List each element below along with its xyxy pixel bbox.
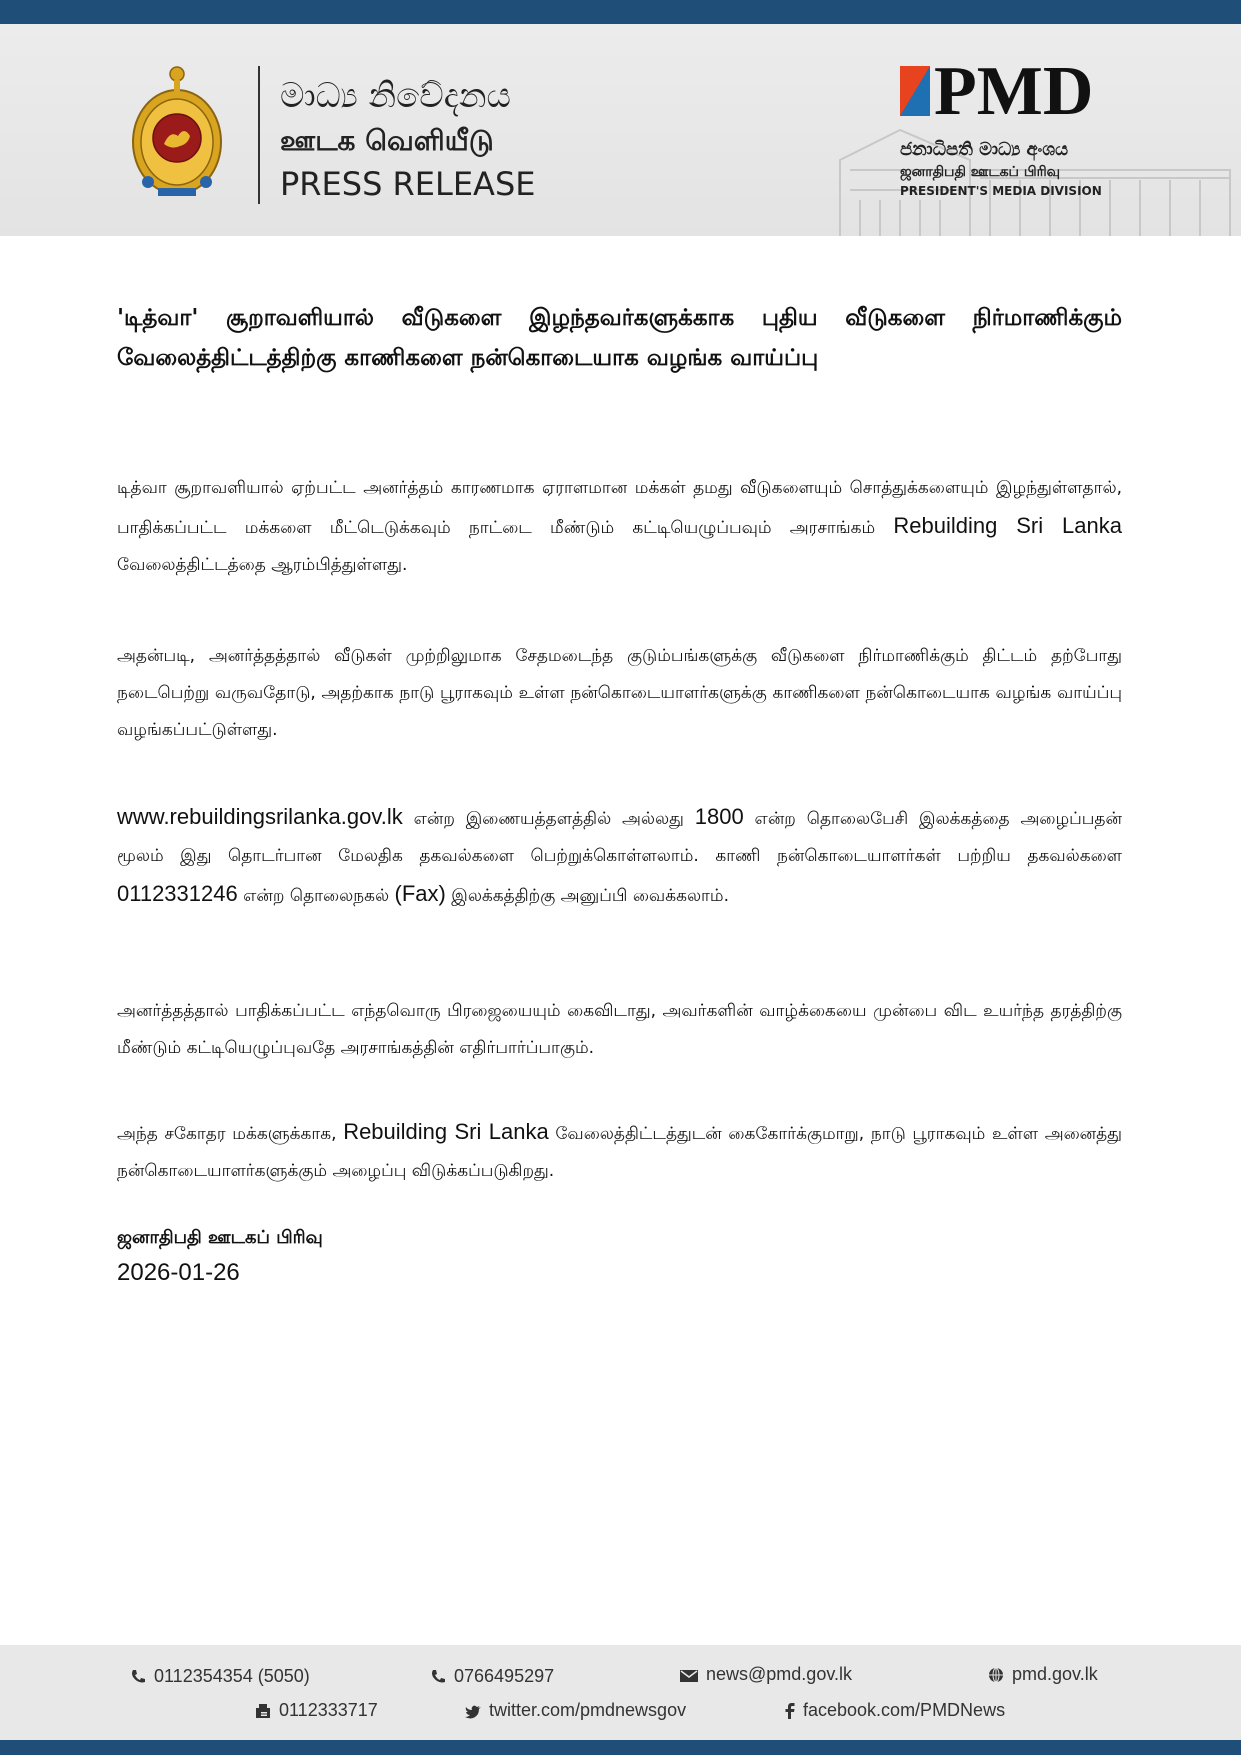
pmd-logo-text: PMD [934, 53, 1094, 130]
p5-text: அந்த சகோதர மக்களுக்காக, [117, 1124, 344, 1144]
p3-text-3: என்ற தொலைநகல் [237, 886, 395, 906]
p1-text-end: வேலைத்திட்டத்தை ஆரம்பித்துள்ளது. [117, 555, 408, 575]
footer-twitter-text: twitter.com/pmdnewsgov [489, 1700, 687, 1720]
phone-icon [430, 1669, 446, 1685]
masthead-sinhala: මාධ්‍ය නිවේදනය [280, 76, 511, 116]
pmd-english: PRESIDENT'S MEDIA DIVISION [900, 184, 1102, 198]
footer-facebook[interactable] [785, 1700, 1005, 1721]
footer-band [0, 1645, 1241, 1740]
top-accent-bar [0, 0, 1241, 24]
signature: ஜனாதிபதி ஊடகப் பிரிவு [117, 1227, 323, 1248]
pmd-logo [900, 53, 1110, 130]
masthead [280, 72, 580, 206]
pmd-tamil: ஜனாதிபதி ஊடகப் பிரிவு [900, 164, 1061, 180]
fax-icon [255, 1703, 271, 1719]
header-divider [258, 66, 260, 204]
footer-email-text: news@pmd.gov.lk [706, 1664, 852, 1684]
pmd-mark-icon [900, 66, 930, 116]
release-date: 2026-01-26 [117, 1259, 240, 1286]
p5-program-name: Rebuilding Sri Lanka [343, 1119, 549, 1144]
fax-label: (Fax) [394, 881, 446, 906]
masthead-tamil: ஊடக வெளியீடு [280, 124, 494, 157]
p1-text: டித்வா சூறாவளியால் ஏற்பட்ட அனர்த்தம் காரணமாக ஏராளமான மக்கள் தமது வீடுகளையும் சொத்துக்களையும் இழந்துள்ளதால், பாதிக்கப்பட்ட மக்களை மீட்டெடுக்கவும் நாட்டை மீண்டும் கட்டியெழுப்பவும் அரசாங்கம் [117, 478, 1122, 538]
bottom-accent-bar [0, 1740, 1241, 1755]
masthead-english: PRESS RELEASE [280, 165, 536, 203]
footer-facebook-text: facebook.com/PMDNews [803, 1700, 1006, 1720]
p3-text: என்ற இணையத்தளத்தில் அல்லது [402, 809, 695, 829]
footer-phone-2-text: 0766495297 [454, 1666, 555, 1686]
mail-icon [680, 1669, 698, 1683]
sri-lanka-emblem-icon [128, 64, 226, 202]
twitter-icon [465, 1705, 481, 1719]
p3-text-4: இலக்கத்திற்கு அனுப்பி வைக்கலாம். [445, 886, 730, 906]
website-link[interactable]: www.rebuildingsrilanka.gov.lk [117, 804, 403, 829]
article-title: 'டித்வா' சூறாவளியால் வீடுகளை இழந்தவர்களுக்காக புதிய வீடுகளை நிர்மாணிக்கும் வேலைத்திட்டத்திற்கு காணிகளை நன்கொடையாக வழங்க வாய்ப்பு [117, 305, 1122, 371]
paragraph-4: அனர்த்தத்தால் பாதிக்கப்பட்ட எந்தவொரு பிரஜையையும் கைவிடாது, அவர்களின் வாழ்க்கையை முன்பை விட உயர்ந்த தரத்திற்கு மீண்டும் கட்டியெழுப்புவதே அரசாங்கத்தின் எதிர்பார்ப்பாகும். [117, 1001, 1122, 1058]
pmd-subtitle [900, 138, 1102, 200]
paragraph-2: அதன்படி, அனர்த்தத்தால் வீடுகள் முற்றிலுமாக சேதமடைந்த குடும்பங்களுக்கு வீடுகளை நிர்மாணிக்கும் திட்டம் தற்போது நடைபெற்று வருவதோடு, அதற்காக நாடு பூராகவும் உள்ள நன்கொடையாளர்களுக்கு காணிகளை நன்கொடையாக வழங்க வாய்ப்பு வழங்கப்பட்டுள்ளது. [117, 646, 1122, 740]
footer-phone-2[interactable] [430, 1666, 554, 1687]
footer-twitter[interactable] [465, 1700, 686, 1721]
hotline-number: 1800 [694, 804, 744, 829]
footer-phone-1-text: 0112354354 (5050) [154, 1666, 310, 1686]
phone-icon [130, 1669, 146, 1685]
fax-number: 0112331246 [117, 881, 238, 906]
p1-program-name: Rebuilding Sri Lanka [893, 513, 1122, 538]
p3-text-2: என்ற தொலைபேசி இலக்கத்தை அழைப்பதன் மூலம் இது தொடர்பான மேலதிக தகவல்களை பெற்றுக்கொள்ளலாம். காணி நன்கொடையாளர்கள் பற்றிய தகவல்களை [117, 809, 1122, 866]
footer-website[interactable] [988, 1664, 1098, 1685]
pmd-sinhala: ජනාධිපති මාධ්‍ය අංශය [900, 139, 1069, 160]
paragraph-3 [117, 798, 1122, 915]
p5-text-end: வேலைத்திட்டத்துடன் கைகோர்க்குமாறு, நாடு பூராகவும் உள்ள அனைத்து நன்கொடையாளர்களுக்கும் அழைப்பு விடுக்கப்படுகிறது. [117, 1124, 1122, 1181]
globe-icon [988, 1667, 1004, 1683]
footer-fax[interactable] [255, 1700, 378, 1721]
footer-email[interactable] [680, 1664, 852, 1685]
facebook-icon [785, 1703, 795, 1719]
footer-fax-text: 0112333717 [279, 1700, 378, 1720]
paragraph-5 [117, 1113, 1122, 1190]
footer-phone-1[interactable] [130, 1666, 310, 1687]
paragraph-1 [117, 470, 1122, 584]
footer-website-text: pmd.gov.lk [1012, 1664, 1098, 1684]
